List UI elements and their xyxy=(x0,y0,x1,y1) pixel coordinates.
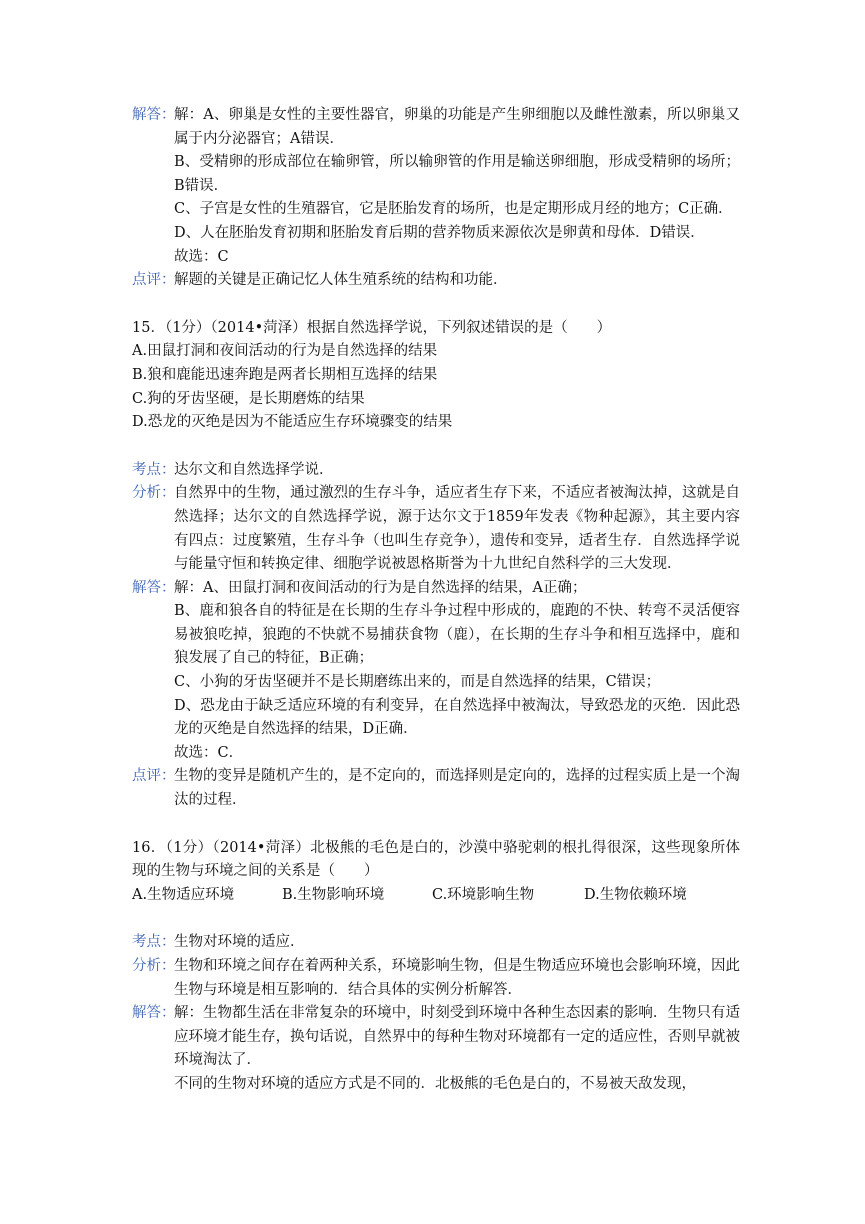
point-label: 考点： xyxy=(132,934,176,951)
question-15-option-a: A.田鼠打洞和夜间活动的行为是自然选择的结果 xyxy=(132,343,438,360)
answer-line: D、恐龙由于缺乏适应环境的有利变异，在自然选择中被淘汰，导致恐龙的灭绝．因此恐龙的灭绝是自然选择的结果，D正确． xyxy=(174,697,740,738)
point-section-q16 xyxy=(132,931,740,955)
answer-line: 故选：C． xyxy=(174,744,244,761)
answer-line: 解：生物都生活在非常复杂的环境中，时刻受到环境中各种生态因素的影响．生物只有适应环境才能生存，换句话说，自然界中的每种生物对环境都有一定的适应性，否则早就被环境淘汰了． xyxy=(174,1005,740,1069)
answer-line: 不同的生物对环境的适应方式是不同的．北极熊的毛色是白的，不易被天敌发现， xyxy=(174,1075,696,1092)
question-15-option-b: B.狼和鹿能迅速奔跑是两者长期相互选择的结果 xyxy=(132,366,438,383)
analysis-section-q15 xyxy=(132,482,740,576)
answer-line: C、子宫是女性的生殖器官，它是胚胎发育的场所，也是定期形成月经的地方；C正确． xyxy=(174,201,733,218)
answer-label: 解答： xyxy=(132,579,176,596)
point-text: 生物对环境的适应． xyxy=(174,934,305,951)
comment-text: 解题的关键是正确记忆人体生殖系统的结构和功能． xyxy=(174,272,508,289)
comment-section-q15 xyxy=(132,765,740,812)
question-16-option-a: A.生物适应环境 xyxy=(132,886,235,903)
question-16-options xyxy=(132,884,740,908)
question-16-option-d: D.生物依赖环境 xyxy=(584,886,687,903)
answer-label: 解答： xyxy=(132,1005,176,1022)
question-16-stem: 16．（1分）（2014•菏泽）北极熊的毛色是白的，沙漠中骆驼刺的根扎得很深，这些现象所体现的生物与环境之间的关系是（ ） xyxy=(132,839,740,880)
answer-line: 故选：C xyxy=(174,248,229,265)
answer-section-q14 xyxy=(132,104,740,269)
comment-label: 点评： xyxy=(132,768,176,785)
analysis-text: 生物和环境之间存在着两种关系，环境影响生物，但是生物适应环境也会影响环境，因此生物与环境是相互影响的．结合具体的实例分析解答． xyxy=(174,958,740,998)
question-15-option-c: C.狗的牙齿坚硬，是长期磨炼的结果 xyxy=(132,390,365,407)
analysis-label: 分析： xyxy=(132,958,176,974)
point-label: 考点： xyxy=(132,461,176,478)
comment-label: 点评： xyxy=(132,272,176,289)
answer-section-q16 xyxy=(132,1002,740,1096)
answer-label: 解答： xyxy=(132,107,176,123)
answer-line: B、受精卵的形成部位在输卵管，所以输卵管的作用是输送卵细胞，形成受精卵的场所；B错误． xyxy=(174,154,740,194)
answer-section-q15 xyxy=(132,577,740,766)
comment-text: 生物的变异是随机产生的，是不定向的，而选择则是定向的，选择的过程实质上是一个淘汰的过程． xyxy=(174,768,740,809)
analysis-section-q16 xyxy=(132,955,740,1002)
answer-line: 解：A、卵巢是女性的主要性器官，卵巢的功能是产生卵细胞以及雌性激素，所以卵巢又属于内分泌器官；A错误． xyxy=(174,107,740,147)
question-15-stem: 15．（1分）（2014•菏泽）根据自然选择学说，下列叙述错误的是（ ） xyxy=(132,319,612,336)
analysis-label: 分析： xyxy=(132,485,176,502)
question-16-option-b: B.生物影响环境 xyxy=(282,886,385,903)
answer-line: C、小狗的牙齿坚硬并不是长期磨练出来的，而是自然选择的结果，C错误； xyxy=(174,674,661,691)
point-text: 达尔文和自然选择学说． xyxy=(174,461,334,478)
answer-line: B、鹿和狼各自的特征是在长期的生存斗争过程中形成的，鹿跑的不快、转弯不灵活便容易被狼吃掉，狼跑的不快就不易捕获食物（鹿），在长期的生存斗争和相互选择中，鹿和狼发展了自己的特征，B正确； xyxy=(174,603,740,667)
comment-section-q14 xyxy=(132,269,740,293)
document-content xyxy=(132,104,740,1097)
question-16-option-c: C.环境影响生物 xyxy=(432,886,535,903)
answer-line: 解：A、田鼠打洞和夜间活动的行为是自然选择的结果，A正确； xyxy=(174,579,587,596)
point-section-q15 xyxy=(132,459,740,483)
question-15-option-d: D.恐龙的灭绝是因为不能适应生存环境骤变的结果 xyxy=(132,414,453,431)
analysis-text: 自然界中的生物，通过激烈的生存斗争，适应者生存下来，不适应者被淘汰掉，这就是自然选择；达尔文的自然选择学说，源于达尔文于1859年发表《物种起源》，其主要内容有四点：过度繁殖，生存斗争（也叫生存竞争），遗传和变异，适者生存．自然选择学说与能量守恒和转换定律、细胞学说被恩格斯誉为十九世纪自然科学的三大发现． xyxy=(174,485,740,573)
answer-line: D、人在胚胎发育初期和胚胎发育后期的营养物质来源依次是卵黄和母体．D错误． xyxy=(174,224,705,241)
